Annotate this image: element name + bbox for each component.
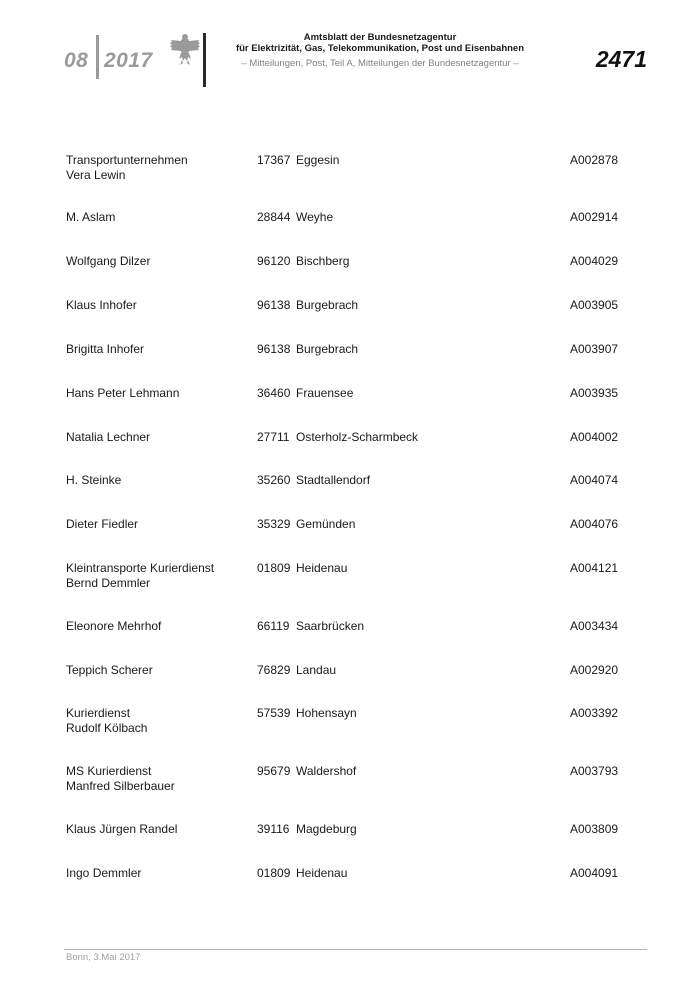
entry-postcode: 96138	[257, 342, 291, 356]
entry-city: Heidenau	[296, 866, 348, 880]
entry-postcode: 36460	[257, 386, 291, 400]
entry-city: Osterholz-Scharmbeck	[296, 430, 419, 444]
entry-number: A004091	[570, 866, 619, 880]
entry-postcode: 17367	[257, 153, 291, 167]
entry-name: Hans Peter Lehmann	[66, 386, 180, 400]
entry-number: A004002	[570, 430, 619, 444]
entry-postcode: 27711	[257, 430, 290, 444]
title-line-1: Amtsblatt der Bundesnetzagentur	[303, 32, 457, 43]
entry-name: Eleonore Mehrhof	[66, 619, 162, 633]
entry-name: Wolfgang Dilzer	[66, 254, 151, 268]
entry-number: A003905	[570, 298, 619, 312]
entry-name: Ingo Demmler	[66, 866, 142, 880]
entry-postcode: 76829	[257, 663, 291, 677]
entry-city: Magdeburg	[296, 822, 357, 836]
entry-city: Gemünden	[296, 517, 356, 531]
entry-number: A003793	[570, 764, 619, 778]
entry-postcode: 35260	[257, 473, 291, 487]
entry-postcode: 66119	[257, 619, 290, 633]
entry-number: A003434	[570, 619, 619, 633]
footer-date: Bonn, 3.Mai 2017	[66, 952, 141, 963]
federal-eagle-icon	[170, 32, 200, 66]
footer-divider	[64, 949, 647, 950]
entry-name: Dieter Fiedler	[66, 517, 139, 531]
entry-city: Burgebrach	[296, 298, 359, 312]
entry-postcode: 57539	[257, 706, 291, 720]
publication-title	[220, 32, 540, 54]
entry-postcode: 39116	[257, 822, 290, 836]
entry-number: A002920	[570, 663, 619, 677]
entry-name: Klaus Jürgen Randel	[66, 822, 178, 836]
entry-number: A003809	[570, 822, 619, 836]
entry-name: MS Kurierdienst Manfred Silberbauer	[66, 764, 175, 793]
entry-name: Natalia Lechner	[66, 430, 151, 444]
entry-name: Kleintransporte Kurierdienst Bernd Demmler	[66, 561, 215, 590]
issue-separator	[96, 35, 99, 79]
entry-name: Brigitta Inhofer	[66, 342, 145, 356]
entry-number: A003392	[570, 706, 619, 720]
entry-city: Frauensee	[296, 386, 354, 400]
issue-year: 2017	[104, 49, 153, 72]
entry-city: Weyhe	[296, 210, 334, 224]
entry-name: Klaus Inhofer	[66, 298, 137, 312]
page-header	[0, 0, 700, 90]
entry-postcode: 35329	[257, 517, 291, 531]
page-number: 2471	[595, 46, 647, 72]
entry-name: Teppich Scherer	[66, 663, 153, 677]
entry-number: A004076	[570, 517, 619, 531]
entry-number: A002878	[570, 153, 619, 167]
entry-city: Landau	[296, 663, 337, 677]
entry-postcode: 96138	[257, 298, 291, 312]
entry-name: Transportunternehmen Vera Lewin	[66, 153, 188, 182]
entry-number: A004121	[570, 561, 619, 575]
entry-city: Burgebrach	[296, 342, 359, 356]
entry-city: Saarbrücken	[296, 619, 365, 633]
entry-city: Stadtallendorf	[296, 473, 371, 487]
entry-city: Hohensayn	[296, 706, 357, 720]
entry-city: Eggesin	[296, 153, 340, 167]
entry-postcode: 95679	[257, 764, 291, 778]
header-divider	[203, 33, 206, 87]
entry-postcode: 96120	[257, 254, 291, 268]
entry-city: Waldershof	[296, 764, 357, 778]
entry-postcode: 28844	[257, 210, 291, 224]
entry-name: M. Aslam	[66, 210, 116, 224]
entry-number: A003935	[570, 386, 619, 400]
entry-postcode: 01809	[257, 866, 291, 880]
publication-subtitle: – Mitteilungen, Post, Teil A, Mitteilungen der Bundesnetzagentur –	[241, 58, 519, 69]
entry-number: A003907	[570, 342, 619, 356]
issue-number: 08	[64, 49, 89, 72]
title-line-2: für Elektrizität, Gas, Telekommunikation, Post und Eisenbahnen	[235, 43, 525, 54]
entry-number: A004029	[570, 254, 619, 268]
entry-name: H. Steinke	[66, 473, 122, 487]
entry-number: A004074	[570, 473, 619, 487]
entry-number: A002914	[570, 210, 619, 224]
entry-name: Kurierdienst Rudolf Kölbach	[66, 706, 148, 735]
entry-postcode: 01809	[257, 561, 291, 575]
entry-city: Heidenau	[296, 561, 348, 575]
entry-city: Bischberg	[296, 254, 350, 268]
